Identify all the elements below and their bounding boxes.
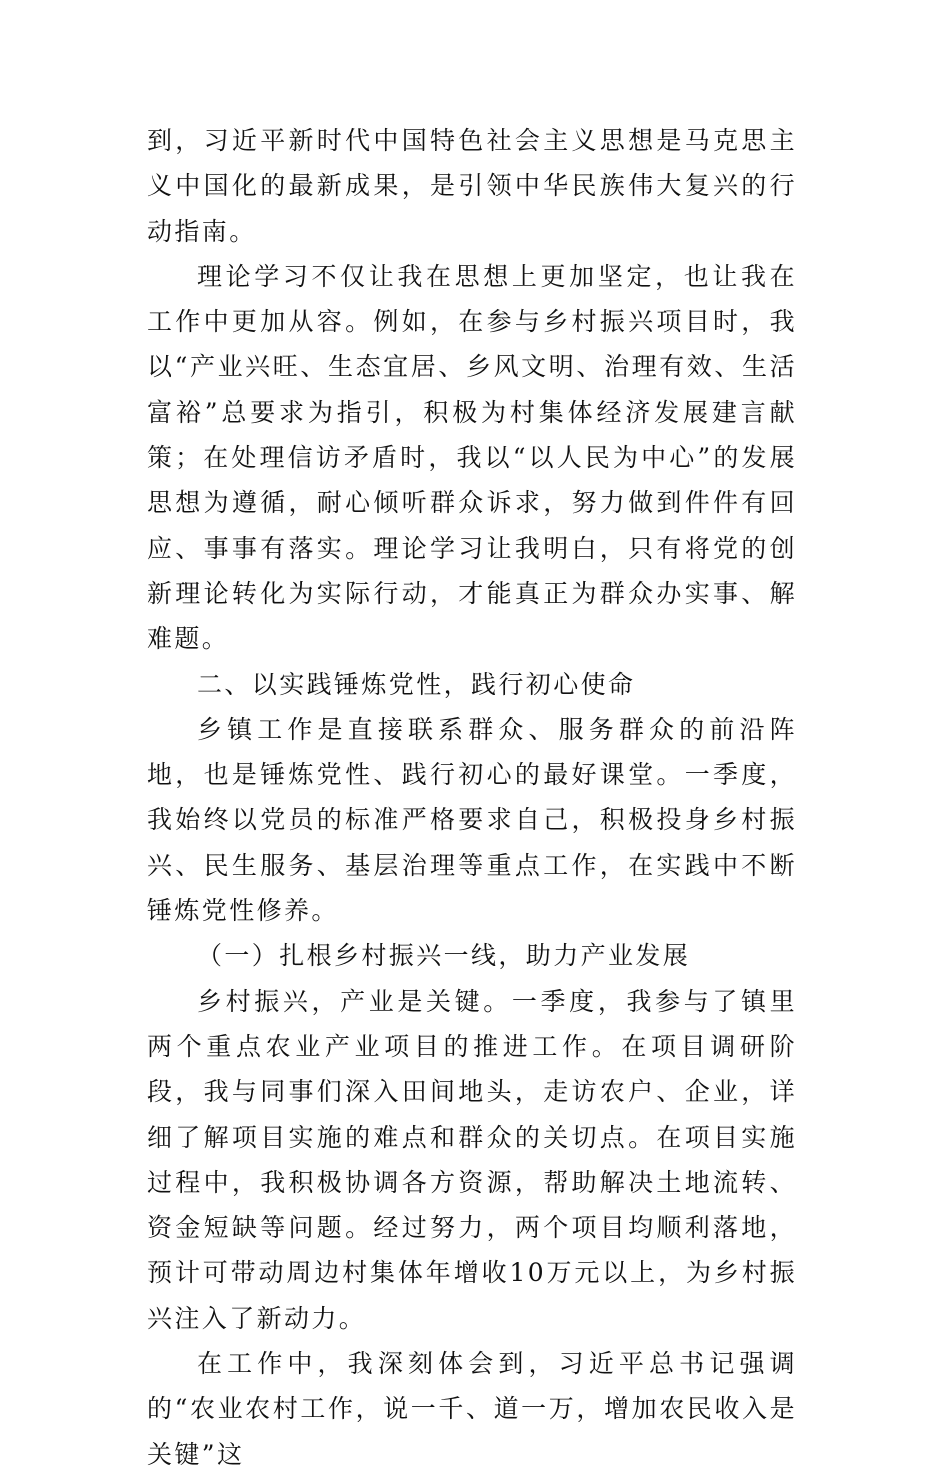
section-heading-practice: 二、以实践锤炼党性，践行初心使命 — [197, 669, 636, 699]
document-body — [147, 118, 797, 1477]
subsection-heading-rural-revitalization: （一）扎根乡村振兴一线，助力产业发展 — [197, 941, 691, 971]
paragraph-reflection: 在工作中，我深刻体会到，习近平总书记强调的“农业农村工作，说一千、道一万，增加农民收入是关键”这 — [147, 1349, 797, 1469]
paragraph-industry-projects: 乡村振兴，产业是关键。一季度，我参与了镇里两个重点农业产业项目的推进工作。在项目调研阶段，我与同事们深入田间地头，走访农户、企业，详细了解项目实施的难点和群众的关切点。在项目实施过程中，我积极协调各方资源，帮助解决土地流转、资金短缺等问题。经过努力，两个项目均顺利落地，预计可带动周边村集体年增收10万元以上，为乡村振兴注入了新动力。 — [147, 986, 797, 1333]
paragraph-theory-study: 理论学习不仅让我在思想上更加坚定，也让我在工作中更加从容。例如，在参与乡村振兴项目时，我以“产业兴旺、生态宜居、乡风文明、治理有效、生活富裕”总要求为指引，积极为村集体经济发展建言献策；在处理信访矛盾时，我以“以人民为中心”的发展思想为遵循，耐心倾听群众诉求，努力做到件件有回应、事事有落实。理论学习让我明白，只有将党的创新理论转化为实际行动，才能真正为群众办实事、解难题。 — [147, 261, 797, 654]
paragraph-continuation: 到，习近平新时代中国特色社会主义思想是马克思主义中国化的最新成果，是引领中华民族伟大复兴的行动指南。 — [147, 126, 797, 246]
paragraph-township-work: 乡镇工作是直接联系群众、服务群众的前沿阵地，也是锤炼党性、践行初心的最好课堂。一季度，我始终以党员的标准严格要求自己，积极投身乡村振兴、民生服务、基层治理等重点工作，在实践中不断锤炼党性修养。 — [147, 714, 797, 926]
